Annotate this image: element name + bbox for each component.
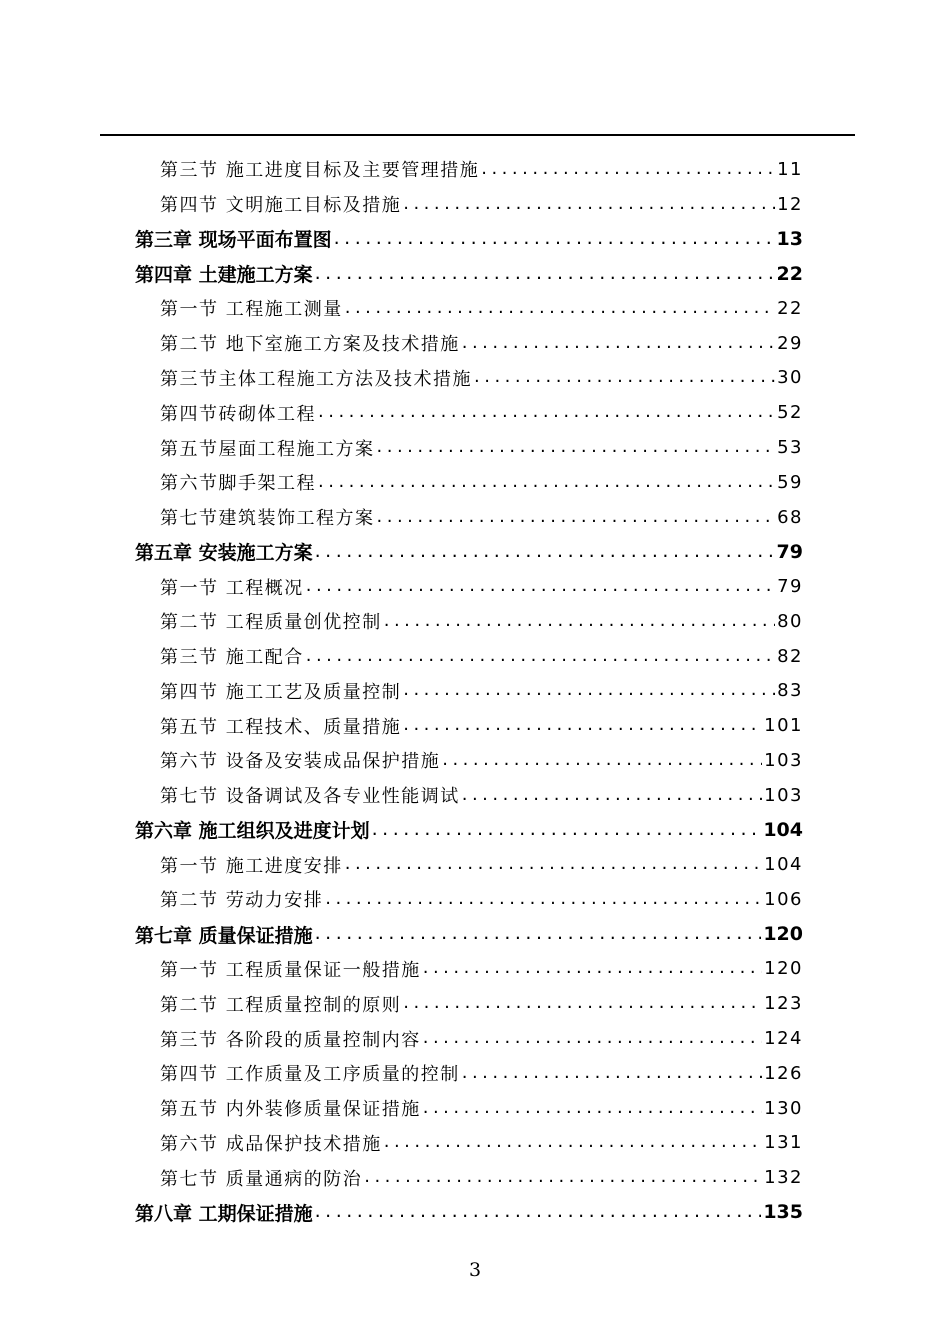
- toc-entry-page: 120: [763, 923, 803, 946]
- toc-entry-page: 11: [777, 158, 803, 180]
- toc-entry-title: 第七章 质量保证措施: [135, 924, 313, 947]
- toc-entry-title: 第八章 工期保证措施: [135, 1202, 313, 1225]
- toc-section-entry[interactable]: [0, 708, 950, 743]
- dot-leader: [377, 436, 776, 457]
- toc-chapter-entry[interactable]: [0, 917, 950, 952]
- toc-entry-page: 101: [764, 715, 803, 737]
- dot-leader: [345, 853, 762, 874]
- toc-entry-page: 135: [763, 1201, 803, 1224]
- dot-leader: [423, 1027, 762, 1048]
- table-of-contents: [0, 152, 950, 1230]
- toc-entry-page: 22: [777, 297, 803, 319]
- toc-entry-title: 第六节脚手架工程: [160, 473, 316, 495]
- dot-leader: [334, 227, 775, 249]
- toc-entry-title: 第二节 工程质量创优控制: [160, 612, 382, 634]
- toc-entry-title: 第二节 工程质量控制的原则: [160, 994, 402, 1016]
- toc-entry-page: 82: [777, 645, 803, 667]
- toc-entry-page: 53: [777, 437, 803, 458]
- dot-leader: [462, 332, 775, 353]
- toc-section-entry[interactable]: [0, 152, 950, 187]
- toc-section-entry[interactable]: [0, 604, 950, 639]
- toc-section-entry[interactable]: [0, 1160, 950, 1195]
- dot-leader: [442, 749, 762, 770]
- toc-entry-page: 83: [777, 680, 803, 702]
- dot-leader: [315, 1200, 762, 1222]
- toc-entry-page: 12: [777, 193, 803, 215]
- dot-leader: [306, 645, 775, 666]
- toc-section-entry[interactable]: [0, 395, 950, 430]
- toc-chapter-entry[interactable]: [0, 256, 950, 291]
- toc-entry-title: 第七节 质量通病的防治: [160, 1168, 363, 1190]
- toc-entry-page: 29: [777, 332, 803, 354]
- toc-entry-title: 第四节砖砌体工程: [160, 403, 316, 425]
- toc-entry-page: 103: [764, 784, 803, 806]
- dot-leader: [403, 992, 762, 1013]
- toc-section-entry[interactable]: [0, 639, 950, 674]
- toc-entry-page: 126: [764, 1062, 803, 1084]
- toc-entry-title: 第三章 现场平面布置图: [135, 229, 332, 252]
- toc-entry-title: 第四节 施工工艺及质量控制: [160, 681, 402, 703]
- dot-leader: [306, 575, 775, 596]
- toc-entry-title: 第二节 劳动力安排: [160, 890, 324, 912]
- dot-leader: [372, 818, 762, 840]
- toc-entry-title: 第一节 工程质量保证一般措施: [160, 959, 421, 981]
- dot-leader: [377, 506, 776, 527]
- toc-entry-page: 52: [777, 402, 803, 424]
- toc-entry-title: 第三节 各阶段的质量控制内容: [160, 1029, 421, 1051]
- toc-chapter-entry[interactable]: [0, 813, 950, 848]
- toc-section-entry[interactable]: [0, 952, 950, 987]
- dot-leader: [384, 1131, 762, 1152]
- toc-entry-title: 第五章 安装施工方案: [135, 542, 313, 565]
- toc-entry-page: 22: [776, 262, 803, 285]
- dot-leader: [318, 471, 775, 492]
- toc-entry-page: 106: [764, 888, 803, 910]
- toc-entry-title: 第一节 施工进度安排: [160, 855, 343, 877]
- dot-leader: [423, 1097, 762, 1118]
- toc-entry-title: 第六节 设备及安装成品保护措施: [160, 751, 441, 773]
- toc-entry-page: 79: [776, 540, 803, 563]
- toc-entry-page: 131: [764, 1132, 803, 1154]
- dot-leader: [315, 262, 775, 284]
- dot-leader: [318, 401, 775, 422]
- toc-section-entry[interactable]: [0, 1056, 950, 1091]
- dot-leader: [481, 158, 775, 179]
- toc-entry-page: 103: [764, 749, 803, 771]
- toc-entry-title: 第三节主体工程施工方法及技术措施: [160, 368, 472, 390]
- toc-entry-title: 第六节 成品保护技术措施: [160, 1133, 382, 1155]
- toc-section-entry[interactable]: [0, 326, 950, 361]
- toc-section-entry[interactable]: [0, 673, 950, 708]
- toc-entry-title: 第六章 施工组织及进度计划: [135, 820, 370, 843]
- toc-entry-page: 80: [777, 610, 803, 632]
- toc-chapter-entry[interactable]: [0, 534, 950, 569]
- dot-leader: [403, 714, 762, 735]
- dot-leader: [423, 957, 762, 978]
- dot-leader: [315, 922, 762, 944]
- toc-entry-title: 第七节 设备调试及各专业性能调试: [160, 786, 460, 808]
- toc-section-entry[interactable]: [0, 430, 950, 465]
- toc-entry-title: 第三节 施工进度目标及主要管理措施: [160, 160, 480, 182]
- dot-leader: [384, 610, 775, 631]
- toc-section-entry[interactable]: [0, 1125, 950, 1160]
- toc-section-entry[interactable]: [0, 187, 950, 222]
- dot-leader: [403, 679, 775, 700]
- toc-entry-page: 104: [764, 854, 803, 876]
- toc-section-entry[interactable]: [0, 361, 950, 396]
- toc-section-entry[interactable]: [0, 1021, 950, 1056]
- toc-entry-page: 79: [777, 576, 803, 598]
- toc-entry-title: 第五节 内外装修质量保证措施: [160, 1099, 421, 1121]
- toc-entry-title: 第七节建筑装饰工程方案: [160, 508, 375, 530]
- toc-entry-title: 第五节屋面工程施工方案: [160, 438, 375, 460]
- page-number: 3: [468, 1259, 482, 1281]
- dot-leader: [325, 888, 762, 909]
- toc-section-entry[interactable]: [0, 569, 950, 604]
- toc-section-entry[interactable]: [0, 778, 950, 813]
- toc-entry-title: 第五节 工程技术、质量措施: [160, 716, 402, 738]
- toc-entry-title: 第三节 施工配合: [160, 647, 304, 669]
- toc-section-entry[interactable]: [0, 291, 950, 326]
- dot-leader: [403, 193, 775, 214]
- toc-entry-title: 第一节 工程施工测量: [160, 299, 343, 321]
- dot-leader: [345, 297, 775, 318]
- toc-entry-title: 第二节 地下室施工方案及技术措施: [160, 334, 460, 356]
- toc-entry-page: 68: [777, 506, 803, 528]
- toc-entry-page: 130: [764, 1097, 803, 1119]
- dot-leader: [462, 1062, 762, 1083]
- toc-section-entry[interactable]: [0, 1091, 950, 1126]
- toc-section-entry[interactable]: [0, 743, 950, 778]
- toc-entry-page: 59: [777, 471, 803, 493]
- toc-entry-title: 第四节 工作质量及工序质量的控制: [160, 1064, 460, 1086]
- toc-entry-page: 124: [764, 1028, 803, 1050]
- toc-entry-title: 第四章 土建施工方案: [135, 264, 313, 287]
- toc-chapter-entry[interactable]: [0, 222, 950, 257]
- toc-entry-page: 123: [764, 993, 803, 1015]
- toc-chapter-entry[interactable]: [0, 1195, 950, 1230]
- toc-entry-page: 132: [764, 1167, 803, 1189]
- dot-leader: [474, 366, 775, 387]
- toc-entry-page: 104: [763, 818, 803, 841]
- dot-leader: [364, 1166, 762, 1187]
- dot-leader: [462, 784, 762, 805]
- toc-section-entry[interactable]: [0, 882, 950, 917]
- toc-entry-title: 第四节 文明施工目标及措施: [160, 195, 402, 217]
- toc-entry-page: 30: [777, 367, 803, 389]
- toc-section-entry[interactable]: [0, 500, 950, 535]
- toc-section-entry[interactable]: [0, 986, 950, 1021]
- toc-entry-title: 第一节 工程概况: [160, 577, 304, 599]
- toc-entry-page: 13: [776, 227, 803, 250]
- toc-section-entry[interactable]: [0, 465, 950, 500]
- toc-section-entry[interactable]: [0, 847, 950, 882]
- dot-leader: [315, 540, 775, 562]
- toc-entry-page: 120: [764, 958, 803, 980]
- header-rule: [100, 134, 855, 136]
